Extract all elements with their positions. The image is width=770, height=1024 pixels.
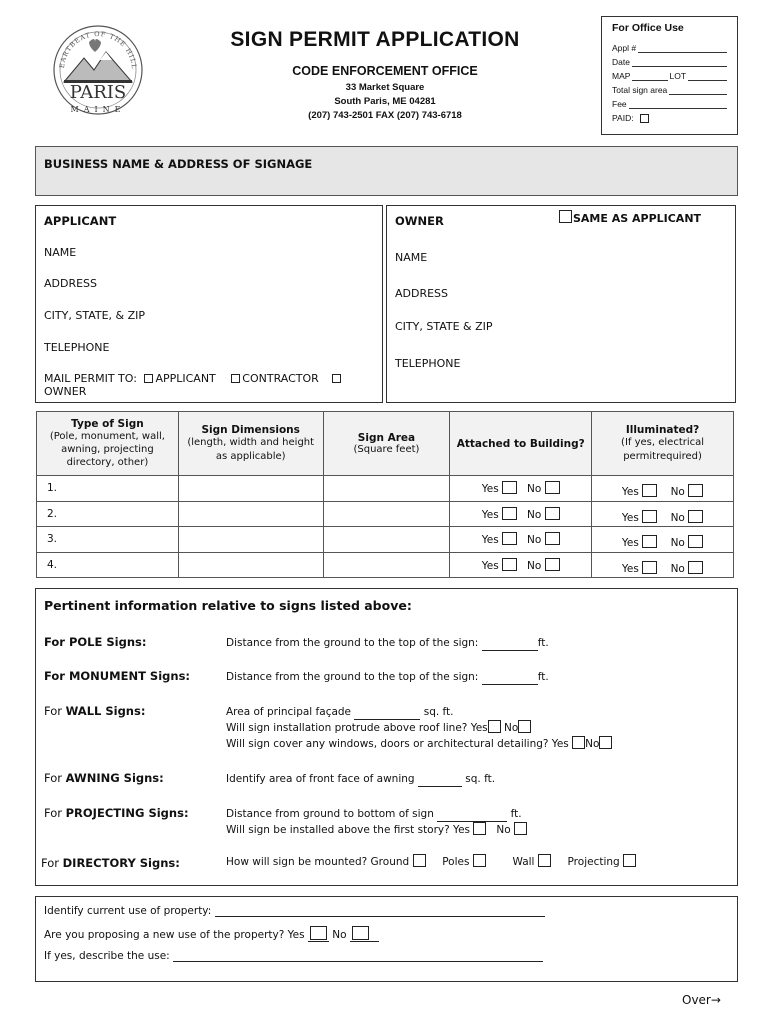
- illuminated-no-checkbox[interactable]: [688, 510, 703, 523]
- no-label: No: [670, 486, 685, 499]
- row-number: 3.: [37, 527, 179, 553]
- awning-label: AWNING Signs:: [65, 771, 164, 785]
- col-type-sub: (Pole, monument, wall, awning, projecting directory, other): [49, 431, 165, 468]
- current-use-label: Identify current use of property:: [44, 905, 212, 917]
- table-row: [37, 501, 734, 527]
- mail-applicant-checkbox[interactable]: [144, 374, 153, 383]
- fee-field[interactable]: [629, 100, 727, 109]
- applicant-name-label: NAME: [44, 246, 77, 259]
- mount-projecting-checkbox[interactable]: [623, 854, 636, 867]
- ft-label: ft.: [510, 808, 522, 820]
- row-number: 2.: [37, 501, 179, 527]
- applicant-telephone-label: TELEPHONE: [44, 341, 110, 354]
- projecting-text: Distance from ground to bottom of sign: [226, 808, 434, 820]
- page-title: SIGN PERMIT APPLICATION: [230, 28, 520, 51]
- mail-permit-label: MAIL PERMIT TO:: [44, 372, 137, 385]
- wall-label: WALL Signs:: [65, 704, 146, 718]
- illuminated-yes-checkbox[interactable]: [642, 535, 657, 548]
- wall-area-field[interactable]: [354, 708, 420, 720]
- mount-poles-checkbox[interactable]: [473, 854, 486, 867]
- owner-telephone-label: TELEPHONE: [395, 357, 461, 370]
- col-area-sub: (Square feet): [353, 444, 420, 455]
- table-row: [37, 527, 734, 553]
- business-label: BUSINESS NAME & ADDRESS OF SIGNAGE: [44, 157, 313, 171]
- projecting-question: Will sign be installed above the first story? Yes: [226, 824, 471, 836]
- illuminated-no-checkbox[interactable]: [688, 535, 703, 548]
- attached-yes-checkbox[interactable]: [502, 507, 517, 520]
- yes-label: Yes: [621, 511, 639, 524]
- pole-label: For POLE Signs:: [44, 635, 147, 649]
- monument-distance-field[interactable]: [482, 673, 538, 685]
- monument-text: Distance from the ground to the top of the sign:: [226, 671, 479, 683]
- mount-wall-checkbox[interactable]: [538, 854, 551, 867]
- owner-section: [386, 205, 736, 403]
- yes-label: Yes: [481, 534, 499, 547]
- wall-mount-label: Wall: [512, 856, 535, 868]
- no-label: No: [527, 483, 542, 496]
- applicant-section: [35, 205, 383, 403]
- no-label: No: [670, 562, 685, 575]
- logo-name: PARIS: [69, 82, 127, 103]
- yes-label: Yes: [481, 483, 499, 496]
- sqft-label: sq. ft.: [465, 773, 496, 785]
- wall-area-text: Area of principal façade: [226, 706, 352, 718]
- col-type: [37, 412, 179, 476]
- col-type-title: Type of Sign: [71, 418, 144, 430]
- first-story-no-checkbox[interactable]: [514, 822, 527, 835]
- no-label: No: [332, 929, 347, 941]
- attached-no-checkbox[interactable]: [545, 558, 560, 571]
- over-indicator: [682, 993, 721, 1007]
- map-label: MAP: [612, 71, 631, 81]
- yes-label: Yes: [621, 562, 639, 575]
- pertinent-heading: Pertinent information relative to signs listed above:: [44, 598, 412, 613]
- owner-heading: OWNER: [395, 214, 444, 228]
- no-label: No: [527, 508, 542, 521]
- appl-field[interactable]: [638, 44, 727, 53]
- office-use-heading: For Office Use: [612, 22, 684, 34]
- dimensions-cell[interactable]: [178, 527, 323, 553]
- awning-text: Identify area of front face of awning: [226, 773, 415, 785]
- total-sign-area-label: Total sign area: [612, 85, 668, 95]
- applicant-address-label: ADDRESS: [44, 277, 98, 290]
- owner-city-label: CITY, STATE & ZIP: [395, 320, 493, 333]
- projecting-distance-field[interactable]: [437, 810, 507, 822]
- for-label: For: [41, 856, 63, 870]
- table-row: [37, 552, 734, 578]
- yes-label: Yes: [621, 537, 639, 550]
- area-cell[interactable]: [323, 501, 450, 527]
- new-use-no-checkbox[interactable]: [352, 926, 369, 940]
- appl-label: Appl #: [612, 43, 637, 53]
- col-attached: [450, 412, 592, 476]
- first-story-yes-checkbox[interactable]: [473, 822, 486, 835]
- logo-state: MAINE: [70, 105, 126, 114]
- col-illum-title: Illuminated?: [625, 423, 700, 436]
- dimensions-cell[interactable]: [178, 476, 323, 502]
- yes-label: Yes: [621, 486, 639, 499]
- attached-no-checkbox[interactable]: [545, 507, 560, 520]
- area-cell[interactable]: [323, 476, 450, 502]
- illuminated-yes-checkbox[interactable]: [642, 484, 657, 497]
- yes-label: Yes: [481, 559, 499, 572]
- mail-permit-to: [44, 372, 382, 398]
- current-use-field[interactable]: [215, 905, 545, 917]
- lot-field[interactable]: [688, 72, 727, 81]
- over-label: Over: [682, 993, 711, 1007]
- sign-table-header: [37, 412, 734, 476]
- use-of-property-section: [35, 896, 738, 982]
- pole-text: Distance from the ground to the top of the sign:: [226, 637, 479, 649]
- col-area-title: Sign Area: [357, 432, 416, 444]
- describe-use-field[interactable]: [173, 950, 543, 962]
- projecting-mount-label: Projecting: [567, 856, 620, 868]
- wall-cover-question: Will sign cover any windows, doors or architectural detailing? Yes: [226, 738, 569, 750]
- illuminated-yes-checkbox[interactable]: [642, 510, 657, 523]
- business-section[interactable]: [35, 146, 738, 196]
- office-city: South Paris, ME 04281: [334, 96, 436, 107]
- no-label: No: [670, 511, 685, 524]
- paid-label: PAID:: [612, 113, 634, 123]
- no-label: No: [670, 537, 685, 550]
- new-use-yes-checkbox[interactable]: [310, 926, 327, 940]
- ft-label: ft.: [537, 637, 549, 649]
- projecting-label: PROJECTING Signs:: [65, 806, 189, 820]
- map-field[interactable]: [632, 72, 667, 81]
- fee-label: Fee: [612, 99, 627, 109]
- owner-address-label: ADDRESS: [395, 287, 449, 300]
- date-field[interactable]: [632, 58, 727, 67]
- attached-yes-checkbox[interactable]: [502, 532, 517, 545]
- applicant-city-label: CITY, STATE, & ZIP: [44, 309, 146, 322]
- no-label: No: [527, 559, 542, 572]
- illuminated-no-checkbox[interactable]: [688, 484, 703, 497]
- col-area: [323, 412, 450, 476]
- col-dimensions: [178, 412, 323, 476]
- ft-label: ft.: [537, 671, 549, 683]
- paid-checkbox[interactable]: [640, 114, 649, 123]
- town-logo: [50, 22, 146, 118]
- no-label: No: [527, 534, 542, 547]
- cover-yes-checkbox[interactable]: [572, 736, 585, 749]
- cover-no-checkbox[interactable]: [599, 736, 612, 749]
- dimensions-cell[interactable]: [178, 552, 323, 578]
- mail-contractor-checkbox[interactable]: [231, 374, 240, 383]
- table-row: [37, 476, 734, 502]
- office-phone: (207) 743-2501 FAX (207) 743-6718: [308, 110, 462, 121]
- date-label: Date: [612, 57, 630, 67]
- directory-label: DIRECTORY Signs:: [62, 856, 180, 870]
- mount-ground-checkbox[interactable]: [413, 854, 426, 867]
- roof-yes-checkbox[interactable]: [488, 720, 501, 733]
- new-use-question: Are you proposing a new use of the property? Yes: [44, 929, 305, 941]
- total-sign-area-field[interactable]: [669, 86, 727, 95]
- lot-label: LOT: [669, 71, 687, 81]
- illuminated-no-checkbox[interactable]: [688, 561, 703, 574]
- col-illum-sub: (If yes, electrical permitrequired): [621, 436, 705, 462]
- for-label: For: [44, 704, 66, 718]
- pertinent-section: [35, 588, 738, 886]
- no-label: No: [496, 824, 511, 836]
- wall-roof-question: Will sign installation protrude above roof line? Yes: [226, 722, 488, 734]
- col-illuminated: [592, 412, 734, 476]
- monument-label: For MONUMENT Signs:: [44, 669, 191, 683]
- no-label: No: [585, 738, 600, 750]
- office-name: CODE ENFORCEMENT OFFICE: [292, 64, 478, 78]
- right-arrow-icon: →: [710, 993, 721, 1007]
- col-attached-title: Attached to Building?: [456, 437, 585, 450]
- directory-text: How will sign be mounted? Ground: [226, 856, 410, 868]
- mail-applicant-label: APPLICANT: [155, 372, 216, 385]
- sign-table: [36, 411, 734, 578]
- dimensions-cell[interactable]: [178, 501, 323, 527]
- mail-owner-checkbox[interactable]: [332, 374, 341, 383]
- pole-distance-field[interactable]: [482, 639, 538, 651]
- col-dim-sub: (length, width and height as applicable): [187, 436, 315, 462]
- for-label: For: [44, 806, 66, 820]
- row-number: 1.: [37, 476, 179, 502]
- roof-no-checkbox[interactable]: [518, 720, 531, 733]
- logo-arc-text: EARTBEAT OF THE HILL: [57, 29, 139, 70]
- no-label: No: [503, 722, 519, 734]
- awning-area-field[interactable]: [418, 775, 462, 787]
- mail-contractor-label: CONTRACTOR: [242, 372, 319, 385]
- col-dim-title: Sign Dimensions: [201, 423, 300, 436]
- same-as-applicant-label: SAME AS APPLICANT: [573, 212, 702, 225]
- attached-yes-checkbox[interactable]: [502, 481, 517, 494]
- describe-label: If yes, describe the use:: [44, 950, 170, 962]
- attached-no-checkbox[interactable]: [545, 481, 560, 494]
- illuminated-yes-checkbox[interactable]: [642, 561, 657, 574]
- poles-label: Poles: [442, 856, 470, 868]
- yes-label: Yes: [481, 508, 499, 521]
- owner-name-label: NAME: [395, 251, 428, 264]
- area-cell[interactable]: [323, 552, 450, 578]
- row-number: 4.: [37, 552, 179, 578]
- office-use-box: [601, 16, 738, 135]
- attached-yes-checkbox[interactable]: [502, 558, 517, 571]
- area-cell[interactable]: [323, 527, 450, 553]
- sqft-label: sq. ft.: [423, 706, 454, 718]
- for-label: For: [44, 771, 66, 785]
- mail-owner-label: OWNER: [44, 385, 87, 398]
- same-as-applicant-checkbox[interactable]: [559, 210, 572, 223]
- attached-no-checkbox[interactable]: [545, 532, 560, 545]
- applicant-heading: APPLICANT: [44, 214, 117, 228]
- office-street: 33 Market Square: [345, 82, 425, 93]
